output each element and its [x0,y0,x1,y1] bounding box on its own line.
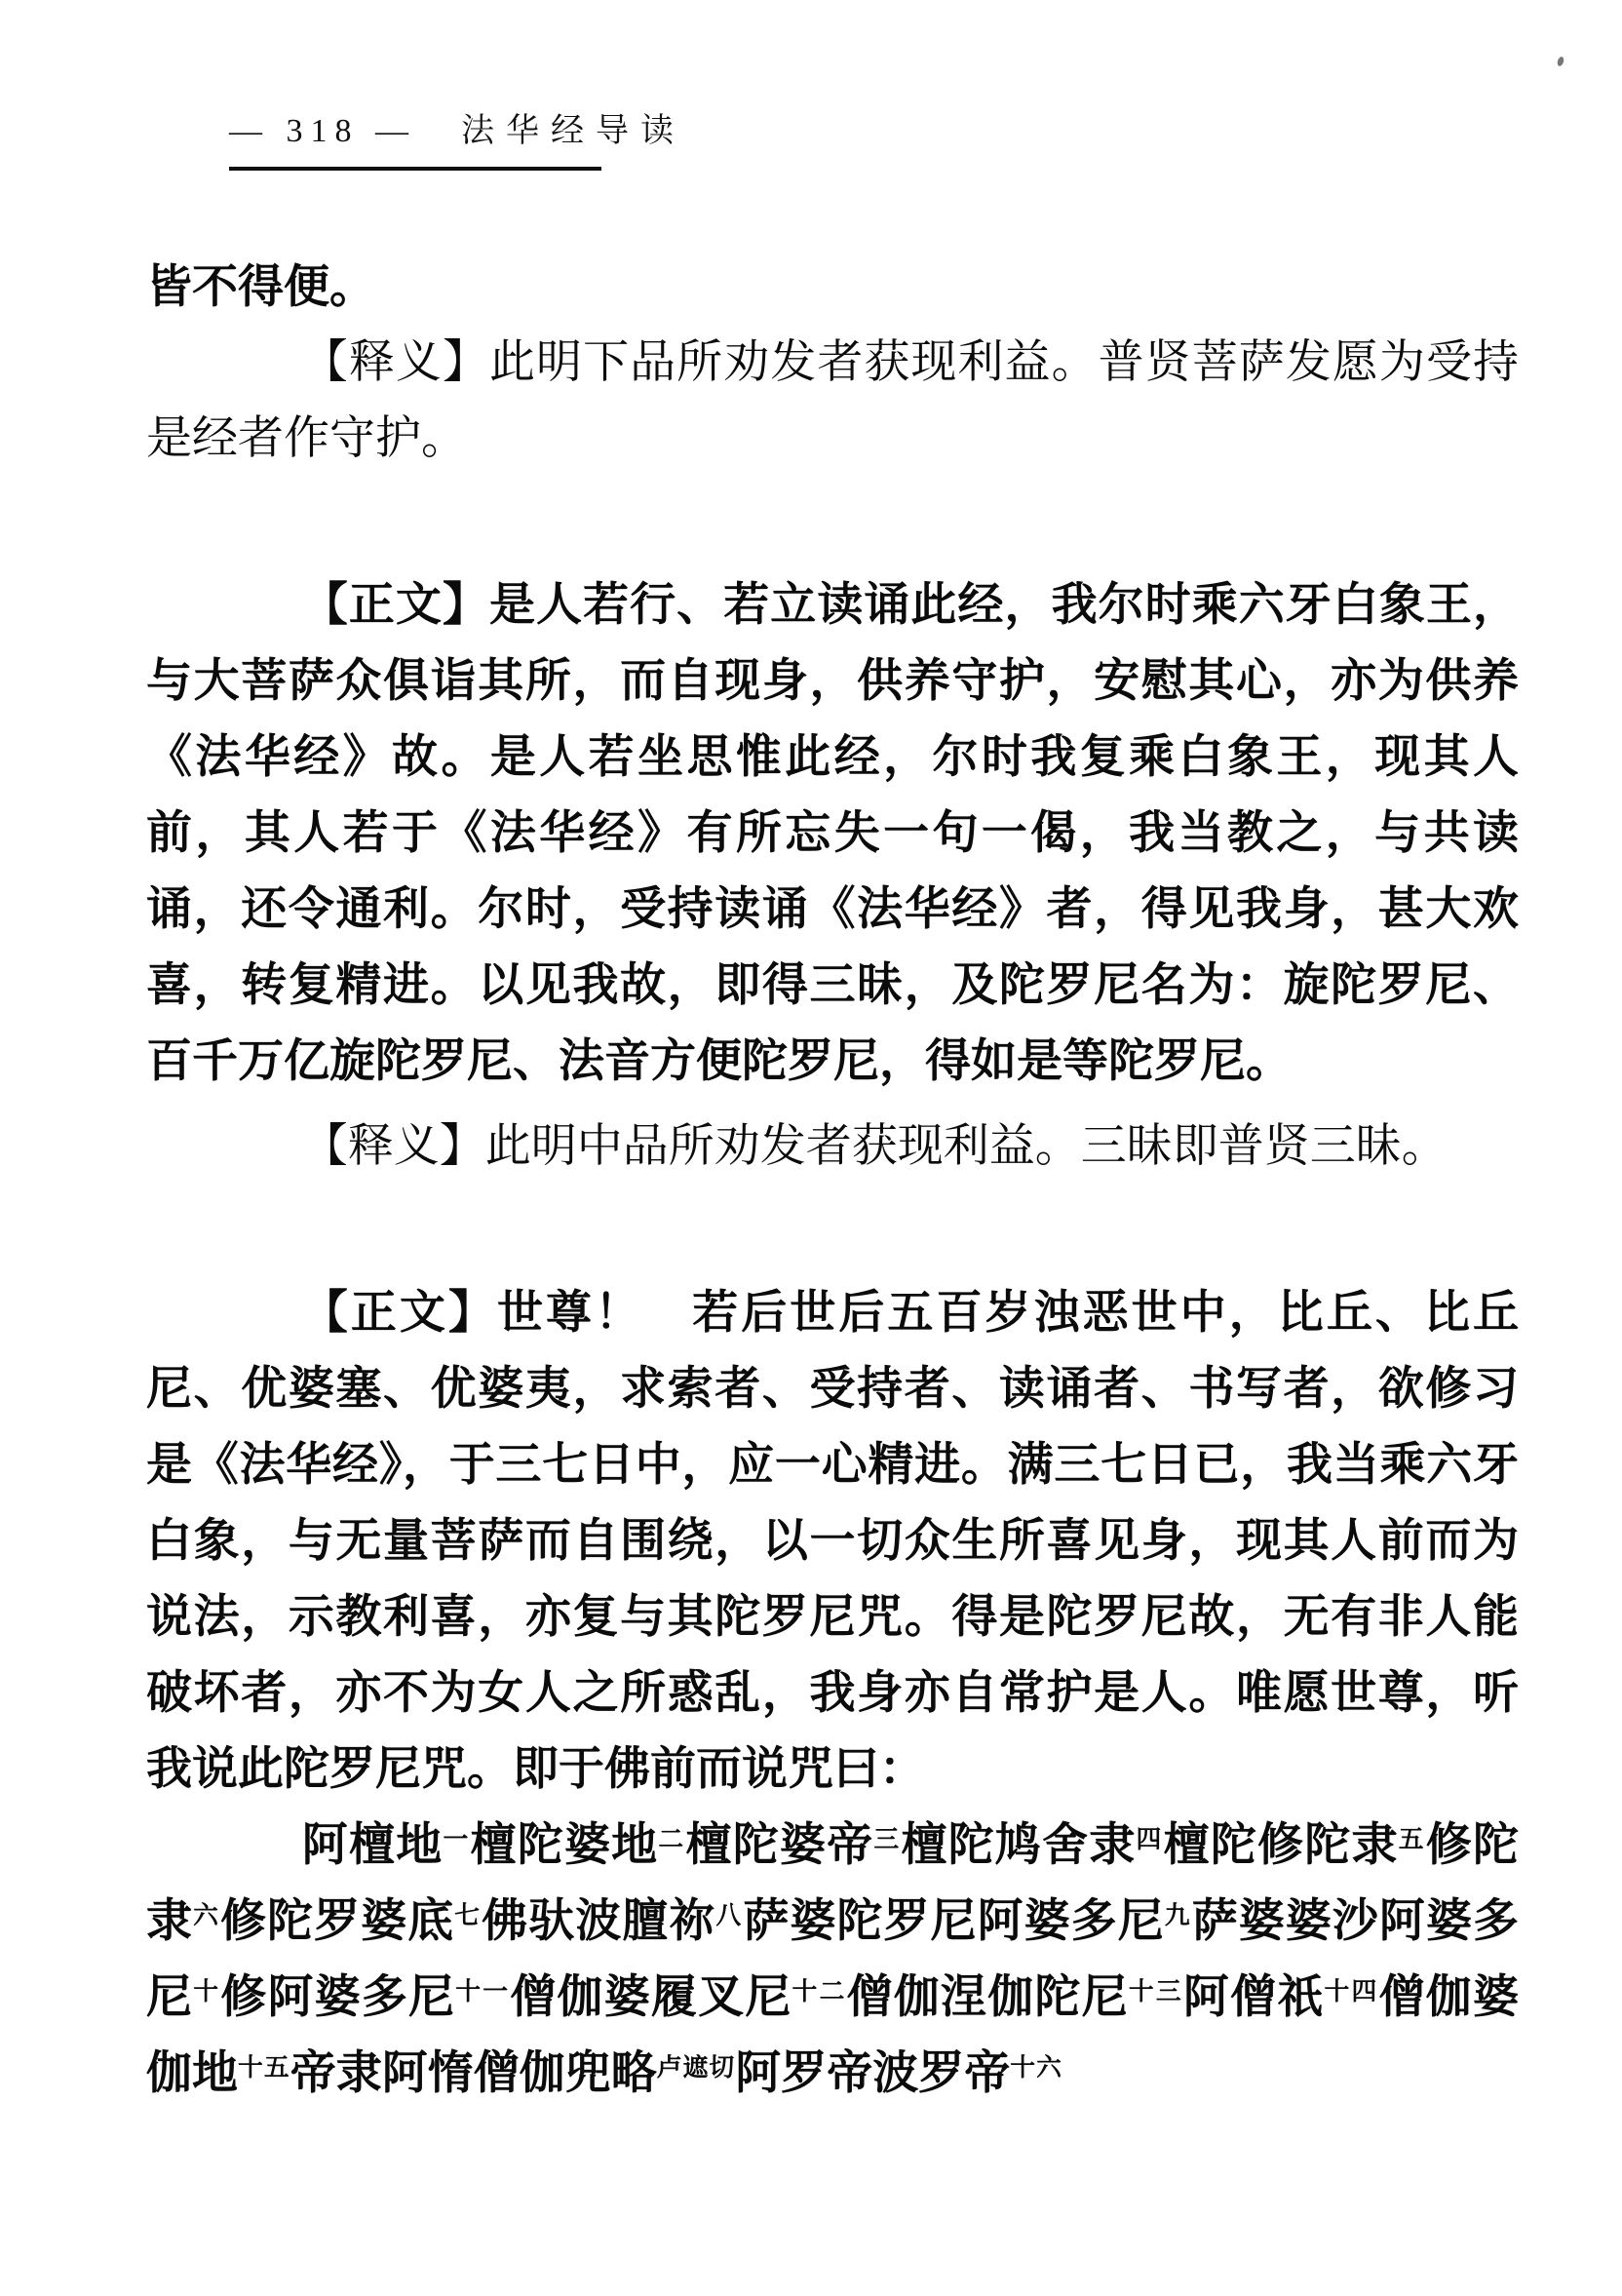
dharani-number: 五 [1398,1826,1426,1854]
dharani-text: 阿罗帝波罗帝 [735,2046,1011,2098]
dharani-number: 四 [1136,1826,1164,1854]
dharani-number: 十 [193,1978,221,2006]
dharani-text: 檀陀婆帝 [685,1818,874,1870]
dharani-number: 卢遮切 [656,2054,736,2082]
dharani-number: 十二 [792,1978,847,2006]
dharani-text: 僧伽涅伽陀尼 [846,1970,1129,2022]
dharani-text: 阿僧祇 [1182,1970,1325,2022]
commentary-paragraph-2: 【释义】此明中品所劝发者获现利益。三昧即普贤三昧。 [301,1121,1448,1172]
dharani-text: 修陀隶 [146,1818,1519,1946]
page-number: — 318 — [229,113,416,149]
dharani-number: 十四 [1324,1978,1379,2006]
dharani-number: 十三 [1128,1978,1183,2006]
dharani-number: 十一 [455,1978,511,2006]
scripture-continuation: 皆不得便。 [146,260,375,312]
dharani-number: 十六 [1010,2054,1062,2082]
dharani-number: 七 [454,1902,483,1930]
page-header [229,103,685,171]
dharani-number: 六 [193,1902,220,1930]
dharani-text: 檀陀婆地 [470,1818,659,1870]
dharani-text: 萨婆陀罗尼阿婆多尼 [743,1894,1165,1946]
dharani-text: 修陀罗婆底 [219,1894,455,1946]
dharani-number: 九 [1164,1902,1192,1930]
dharani-paragraph [146,1807,1519,2111]
dharani-text: 修阿婆多尼 [220,1970,456,2022]
page-body [146,249,1519,2111]
scan-speck-mark [1557,56,1565,66]
dharani-number: 一 [443,1826,471,1854]
dharani-text: 萨婆婆沙阿婆多尼 [146,1894,1519,2022]
dharani-text: 檀陀修陀隶 [1163,1818,1399,1870]
running-title: 法华经导读 [461,113,685,149]
scripture-paragraph-1: 【正文】是人若行、若立读诵此经，我尔时乘六牙白象王，与大菩萨众俱诣其所，而自现身，供养守护，安慰其心，亦为供养《法华经》故。是人若坐思惟此经，尔时我复乘白象王，现其人前，其人若于《法华经》有所忘失一句一偈，我当教之，与共读诵，还令通利。尔时，受持读诵《法华经》者，得见我身，甚大欢喜，转复精进。以见我故，即得三昧，及陀罗尼名为：旋陀罗尼、百千万亿旋陀罗尼、法音方便陀罗尼，得如是等陀罗尼。 [146,578,1519,1086]
commentary-paragraph-1: 【释义】此明下品所劝发者获现利益。普贤菩萨发愿为受持是经者作守护。 [146,337,1519,464]
scripture-paragraph-2: 【正文】世尊！ 若后世后五百岁浊恶世中，比丘、比丘尼、优婆塞、优婆夷，求索者、受持者、读诵者、书写者，欲修习是《法华经》，于三七日中，应一心精进。满三七日已，我当乘六牙白象，与无量菩萨而自围绕，以一切众生所喜见身，现其人前而为说法，示教利喜，亦复与其陀罗尼咒。得是陀罗尼故，无有非人能破坏者，亦不为女人之所惑乱，我身亦自常护是人。唯愿世尊，听我说此陀罗尼咒。即于佛前而说咒曰： [146,1286,1519,1794]
dharani-number: 三 [873,1826,902,1854]
dharani-number: 八 [715,1902,744,1930]
dharani-number: 二 [658,1826,686,1854]
dharani-text: 帝隶阿惰僧伽兜略 [290,2046,657,2098]
dharani-text: 佛驮波膻祢 [482,1894,716,1946]
dharani-number: 十五 [238,2054,290,2082]
dharani-text: 僧伽婆伽地 [146,1970,1519,2098]
dharani-text: 僧伽婆履叉尼 [510,1970,792,2022]
dharani-text: 檀陀鸠舍隶 [901,1818,1137,1870]
dharani-text: 阿檀地 [301,1818,444,1870]
